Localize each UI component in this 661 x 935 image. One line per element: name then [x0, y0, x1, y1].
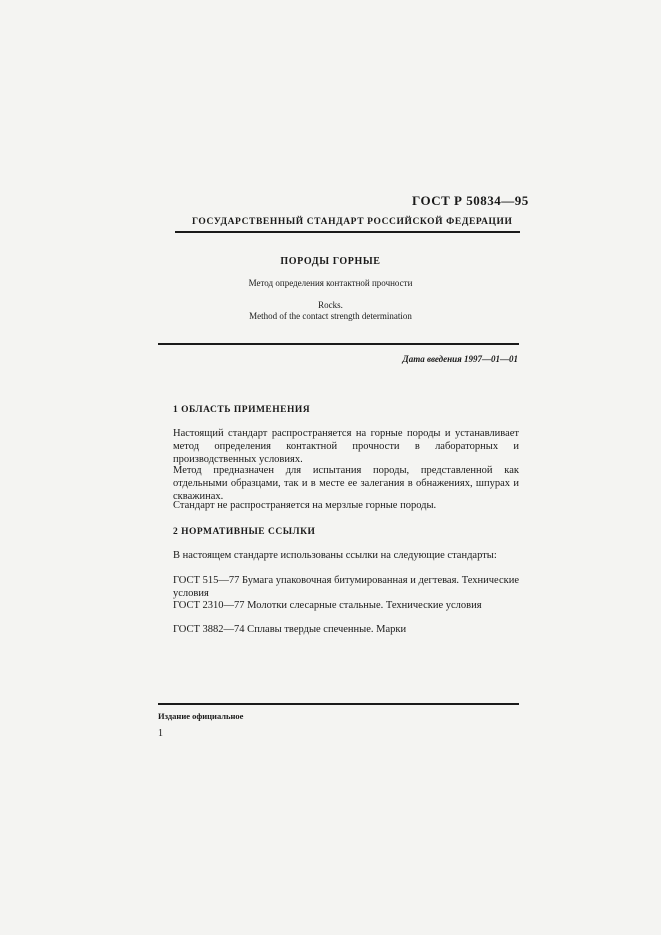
footer-rule: [158, 703, 519, 705]
reference-gost-515: ГОСТ 515—77 Бумага упаковочная битумированная и дегтевая. Технические условия: [173, 575, 519, 599]
title-russian: ПОРОДЫ ГОРНЫЕ: [280, 256, 381, 267]
reference-gost-3882: ГОСТ 3882—74 Сплавы твердые спеченные. Марки: [173, 624, 407, 635]
section-1-paragraph-1: Настоящий стандарт распространяется на горные породы и устанавливает метод определения контактной прочности в лабораторных и производственных условиях.: [173, 428, 519, 465]
section-1-paragraph-2: Метод предназначен для испытания породы, представленной как отдельными образцами, так и в месте ее залегания в обнажениях, шпурах и скважинах.: [173, 465, 519, 502]
document-number: ГОСТ Р 50834—95: [412, 193, 529, 208]
introduction-date: Дата введения 1997—01—01: [402, 354, 518, 364]
official-edition-note: Издание официальное: [158, 711, 244, 721]
subtitle-russian: Метод определения контактной прочности: [248, 278, 413, 288]
header-rule: [175, 231, 520, 233]
title-rule: [158, 343, 519, 345]
section-1-heading: 1 ОБЛАСТЬ ПРИМЕНЕНИЯ: [173, 405, 311, 415]
section-2-heading: 2 НОРМАТИВНЫЕ ССЫЛКИ: [173, 527, 316, 537]
reference-gost-2310: ГОСТ 2310—77 Молотки слесарные стальные. Технические условия: [173, 600, 482, 611]
section-2-intro: В настоящем стандарте использованы ссылки на следующие стандарты:: [173, 550, 497, 561]
state-standard-heading: ГОСУДАРСТВЕННЫЙ СТАНДАРТ РОССИЙСКОЙ ФЕДЕРАЦИИ: [192, 217, 513, 227]
page-number: 1: [158, 728, 163, 739]
section-1-paragraph-3: Стандарт не распространяется на мерзлые горные породы.: [173, 500, 437, 511]
title-english: Rocks.: [318, 300, 343, 310]
subtitle-english: Method of the contact strength determination: [249, 311, 412, 321]
